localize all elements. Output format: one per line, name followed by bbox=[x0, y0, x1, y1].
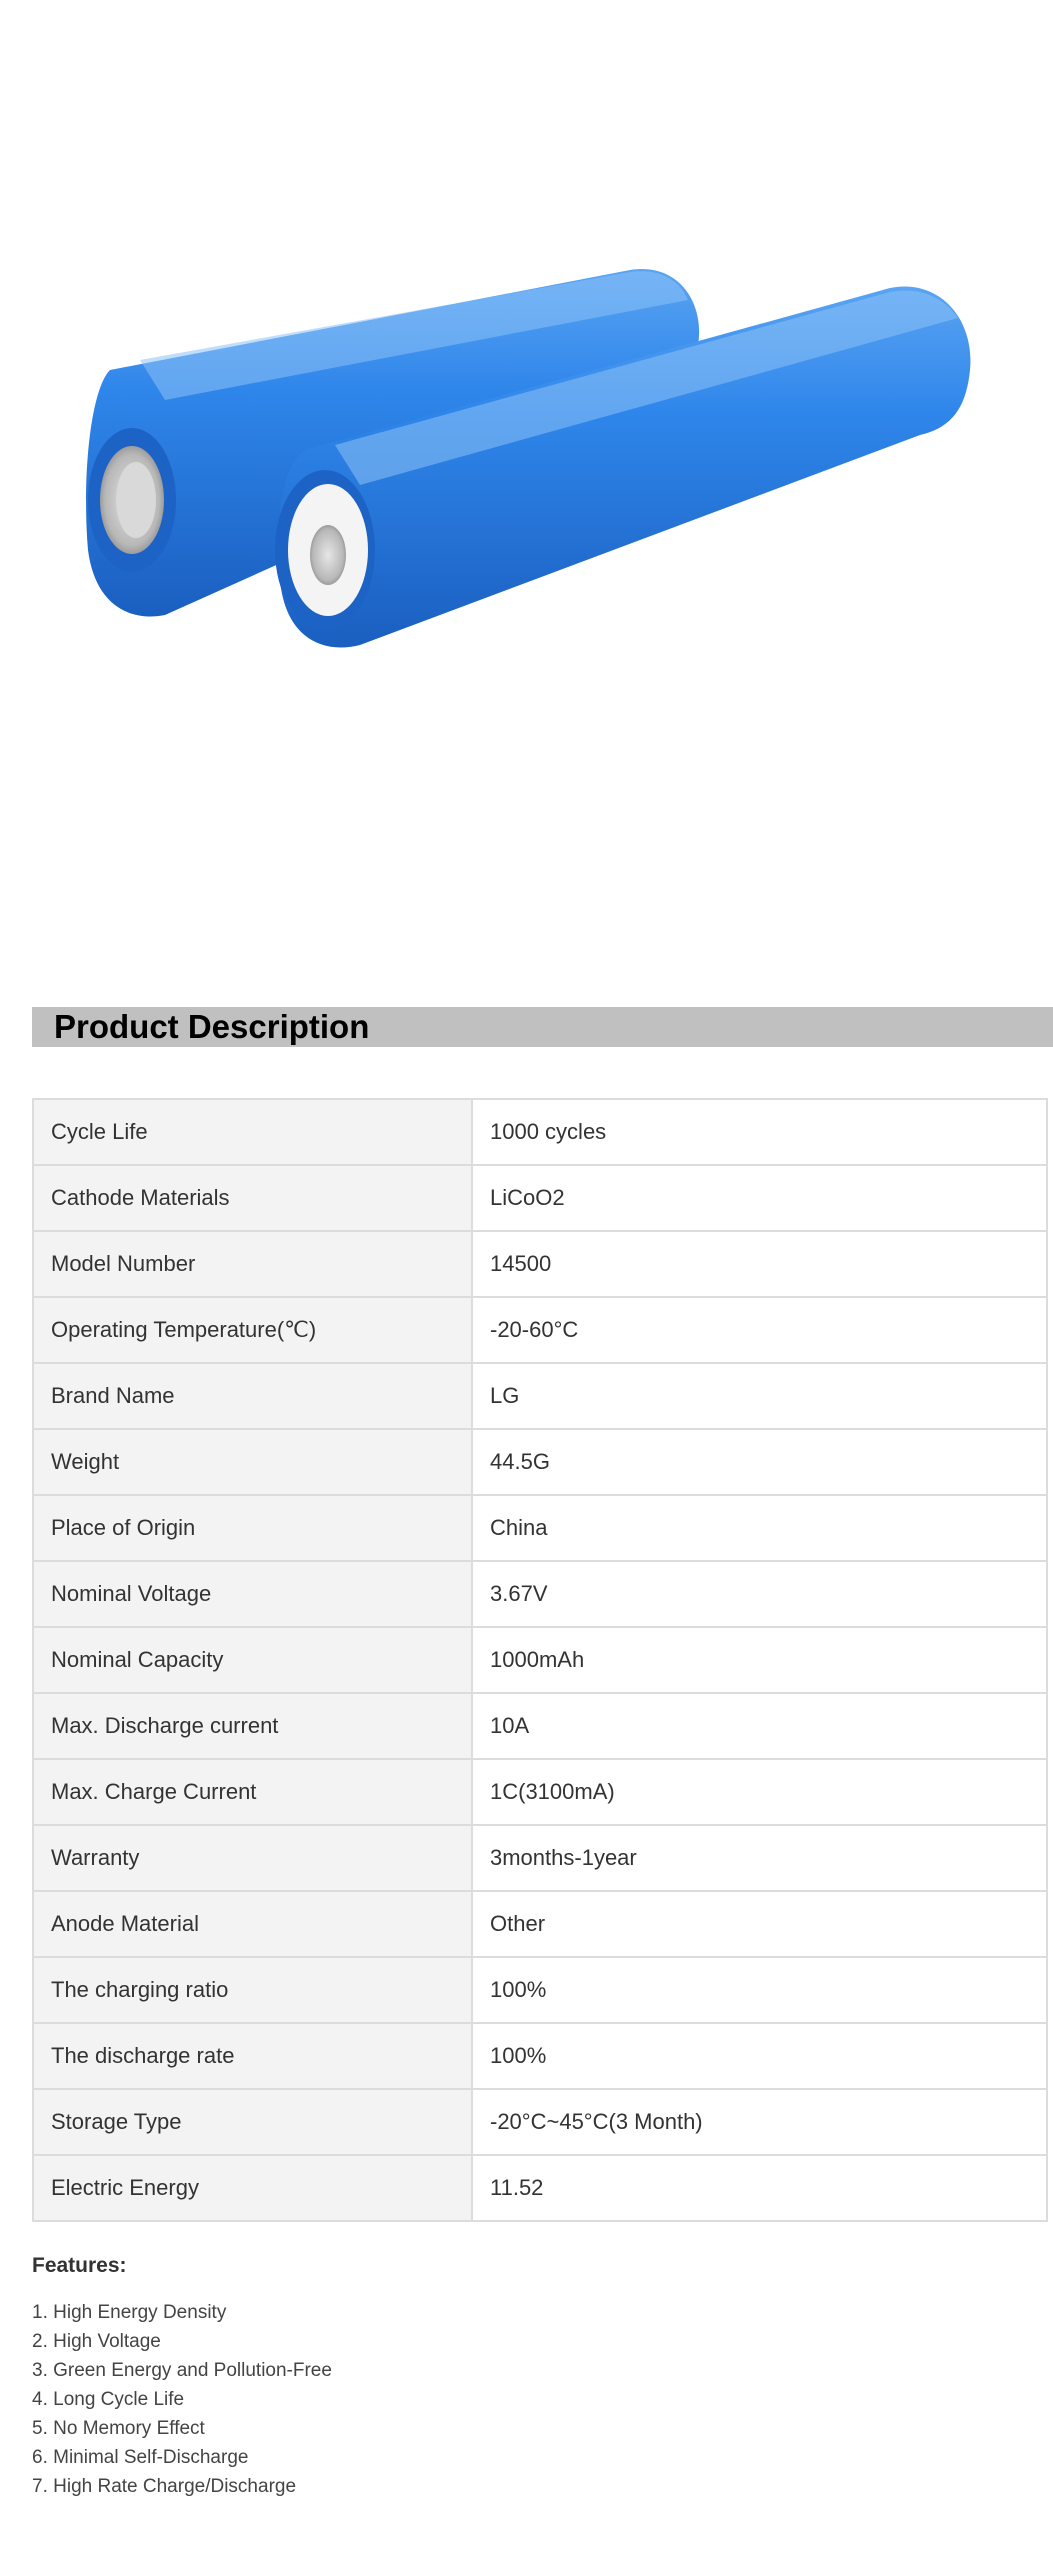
spec-label: The charging ratio bbox=[33, 1957, 472, 2023]
table-row bbox=[33, 1627, 1047, 1693]
spec-value: 3months-1year bbox=[472, 1825, 1047, 1891]
spec-value: LiCoO2 bbox=[472, 1165, 1047, 1231]
spec-label: Model Number bbox=[33, 1231, 472, 1297]
spec-label: Brand Name bbox=[33, 1363, 472, 1429]
spec-label: Anode Material bbox=[33, 1891, 472, 1957]
spec-value: Other bbox=[472, 1891, 1047, 1957]
spec-label: The discharge rate bbox=[33, 2023, 472, 2089]
spec-label: Place of Origin bbox=[33, 1495, 472, 1561]
table-row bbox=[33, 2155, 1047, 2221]
feature-item: 7. High Rate Charge/Discharge bbox=[32, 2476, 297, 2497]
spec-value: 3.67V bbox=[472, 1561, 1047, 1627]
spec-value: 44.5G bbox=[472, 1429, 1047, 1495]
spec-value: 11.52 bbox=[472, 2155, 1047, 2221]
table-row bbox=[33, 1495, 1047, 1561]
spec-value: -20°C~45°C(3 Month) bbox=[472, 2089, 1047, 2155]
spec-value: 100% bbox=[472, 2023, 1047, 2089]
specifications-table bbox=[32, 1098, 1048, 2222]
battery-pair-image bbox=[70, 250, 1030, 670]
spec-value: 10A bbox=[472, 1693, 1047, 1759]
product-description-header bbox=[32, 1007, 1053, 1047]
spec-value: 1000 cycles bbox=[472, 1099, 1047, 1165]
table-row bbox=[33, 2023, 1047, 2089]
spec-label: Operating Temperature(℃) bbox=[33, 1297, 472, 1363]
spec-value: LG bbox=[472, 1363, 1047, 1429]
table-row bbox=[33, 1099, 1047, 1165]
spec-label: Electric Energy bbox=[33, 2155, 472, 2221]
feature-item: 6. Minimal Self-Discharge bbox=[32, 2447, 249, 2468]
feature-item: 5. No Memory Effect bbox=[32, 2418, 205, 2439]
table-row bbox=[33, 1693, 1047, 1759]
spec-label: Warranty bbox=[33, 1825, 472, 1891]
table-row bbox=[33, 1561, 1047, 1627]
spec-label: Nominal Capacity bbox=[33, 1627, 472, 1693]
spec-label: Cathode Materials bbox=[33, 1165, 472, 1231]
spec-value: China bbox=[472, 1495, 1047, 1561]
table-row bbox=[33, 1759, 1047, 1825]
table-row bbox=[33, 1231, 1047, 1297]
features-title: Features: bbox=[32, 2254, 127, 2277]
spec-label: Max. Charge Current bbox=[33, 1759, 472, 1825]
spec-value: 1C(3100mA) bbox=[472, 1759, 1047, 1825]
table-row bbox=[33, 1165, 1047, 1231]
spec-value: 100% bbox=[472, 1957, 1047, 2023]
spec-value: -20-60°C bbox=[472, 1297, 1047, 1363]
table-row bbox=[33, 1891, 1047, 1957]
feature-item: 3. Green Energy and Pollution-Free bbox=[32, 2360, 332, 2381]
table-row bbox=[33, 1957, 1047, 2023]
table-row bbox=[33, 1825, 1047, 1891]
spec-value: 1000mAh bbox=[472, 1627, 1047, 1693]
spec-label: Weight bbox=[33, 1429, 472, 1495]
table-row bbox=[33, 1297, 1047, 1363]
product-description-title: Product Description bbox=[54, 1008, 370, 1045]
spec-value: 14500 bbox=[472, 1231, 1047, 1297]
spec-label: Cycle Life bbox=[33, 1099, 472, 1165]
feature-item: 4. Long Cycle Life bbox=[32, 2389, 185, 2410]
spec-label: Storage Type bbox=[33, 2089, 472, 2155]
features-list bbox=[32, 2298, 332, 2501]
table-row bbox=[33, 2089, 1047, 2155]
spec-label: Nominal Voltage bbox=[33, 1561, 472, 1627]
spec-label: Max. Discharge current bbox=[33, 1693, 472, 1759]
table-row bbox=[33, 1363, 1047, 1429]
feature-item: 2. High Voltage bbox=[32, 2331, 161, 2352]
table-row bbox=[33, 1429, 1047, 1495]
feature-item: 1. High Energy Density bbox=[32, 2302, 227, 2323]
